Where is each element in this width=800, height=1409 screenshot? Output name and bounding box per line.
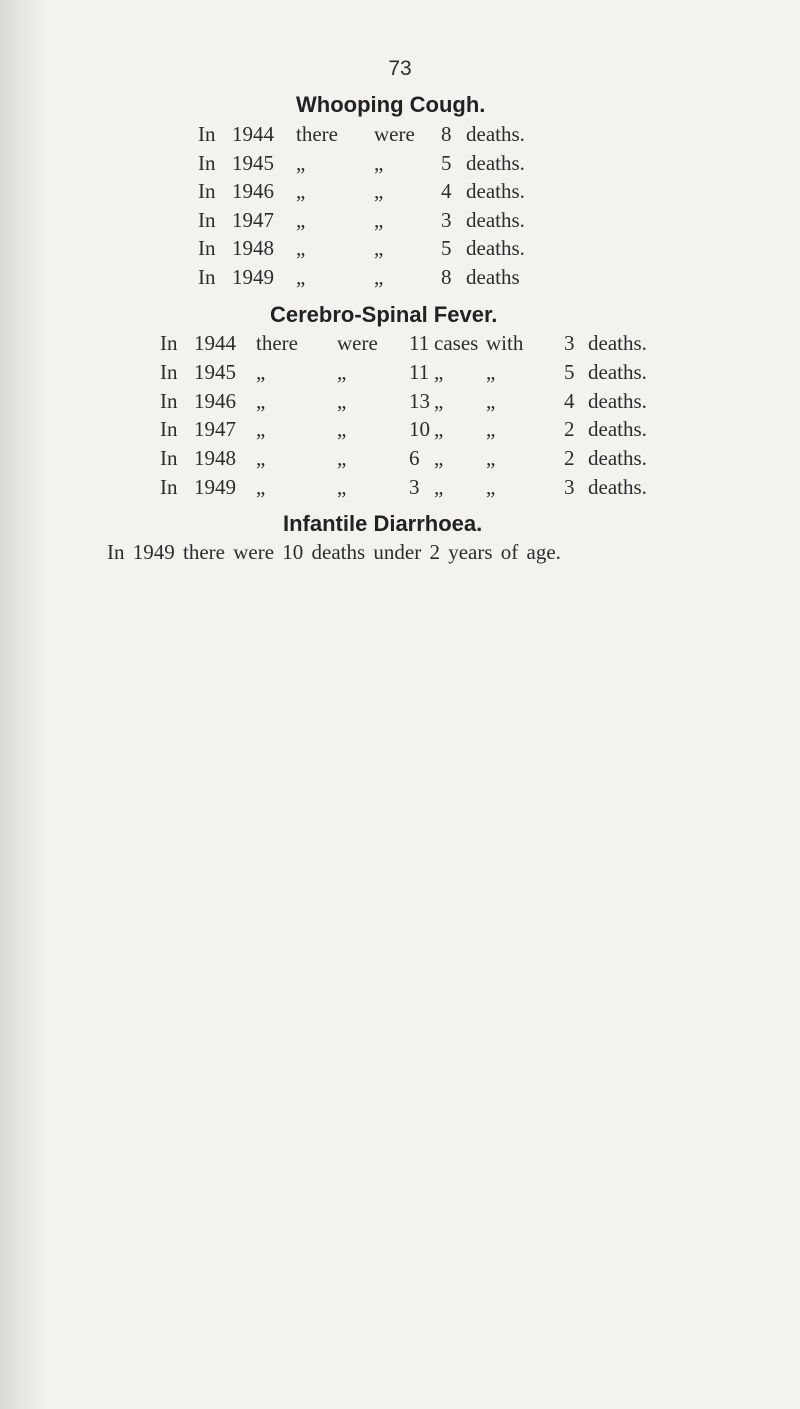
cell-c2: „ <box>337 475 347 499</box>
cell-c4: „ <box>486 475 496 499</box>
cell-c1: there <box>256 331 298 355</box>
table-row <box>0 389 800 419</box>
cell-c3: „ <box>434 359 444 384</box>
cell-cases: 11 <box>409 331 430 355</box>
section-heading-whooping-cough: Whooping Cough. <box>296 92 486 117</box>
cell-in: In <box>160 417 178 442</box>
cell-c1: „ <box>256 446 266 471</box>
cell-in: In <box>160 359 178 384</box>
cell-year: 1949 <box>194 475 236 499</box>
cell-num: 3 <box>564 475 575 499</box>
cell-c4: with <box>486 331 524 355</box>
cell-in: In <box>198 236 216 260</box>
table-row <box>0 475 800 505</box>
cell-in: In <box>160 446 178 471</box>
cell-year: 1945 <box>232 150 274 175</box>
cell-c2: „ <box>374 264 384 289</box>
page-number: 73 <box>388 57 412 80</box>
cell-c2: „ <box>337 359 347 384</box>
cell-c1: „ <box>296 207 306 232</box>
cell-num: 3 <box>441 207 452 232</box>
table-row <box>0 179 800 209</box>
cell-num: 5 <box>441 236 452 260</box>
cell-num: 4 <box>441 179 452 203</box>
cell-c1: „ <box>256 417 266 442</box>
table-row <box>0 331 800 361</box>
cell-c2: „ <box>337 446 347 471</box>
cell-c4: „ <box>486 388 496 413</box>
cell-in: In <box>198 150 216 175</box>
cell-c2: „ <box>374 150 384 175</box>
cell-c3: cases <box>434 331 479 355</box>
section-heading-infantile-diarrhoea: Infantile Diarrhoea. <box>283 511 483 536</box>
cell-cases: 3 <box>409 475 420 499</box>
cell-c2: „ <box>374 207 384 232</box>
table-row <box>0 417 800 447</box>
cell-in: In <box>160 388 178 413</box>
cell-c1: „ <box>296 264 306 289</box>
table-row <box>0 151 800 181</box>
table-row <box>0 236 800 266</box>
cell-in: In <box>198 179 216 203</box>
table-row <box>0 265 800 295</box>
cell-year: 1948 <box>232 236 274 260</box>
cell-c1: „ <box>256 388 266 413</box>
cell-num: 5 <box>564 359 575 384</box>
cell-c2: „ <box>337 417 347 442</box>
cell-num: 2 <box>564 446 575 471</box>
cell-num: 2 <box>564 417 575 442</box>
infantile-diarrhoea-text: In 1949 there were 10 deaths under 2 years of age. <box>107 540 561 564</box>
cell-cases: 13 <box>409 388 430 413</box>
section-heading-cerebro-spinal-fever: Cerebro-Spinal Fever. <box>270 302 498 327</box>
cell-unit: deaths. <box>466 207 525 232</box>
cell-c3: „ <box>434 388 444 413</box>
cell-c1: „ <box>296 179 306 203</box>
cell-in: In <box>160 475 178 499</box>
cell-c1: „ <box>256 475 266 499</box>
table-row <box>0 446 800 476</box>
cell-unit: deaths. <box>588 388 647 413</box>
cell-unit: deaths. <box>466 236 525 260</box>
cell-num: 8 <box>441 264 452 289</box>
cell-c4: „ <box>486 446 496 471</box>
cell-in: In <box>198 122 216 146</box>
cell-cases: 10 <box>409 417 430 442</box>
cell-year: 1946 <box>232 179 274 203</box>
cell-c3: „ <box>434 446 444 471</box>
cell-c2: „ <box>374 179 384 203</box>
cell-unit: deaths. <box>466 122 525 146</box>
cell-unit: deaths. <box>466 179 525 203</box>
cell-unit: deaths. <box>588 446 647 471</box>
cell-c2: were <box>374 122 415 146</box>
cell-c3: „ <box>434 417 444 442</box>
cell-num: 3 <box>564 331 575 355</box>
cell-unit: deaths. <box>588 475 647 499</box>
cell-unit: deaths. <box>588 331 647 355</box>
cell-unit: deaths. <box>466 150 525 175</box>
cell-in: In <box>198 264 216 289</box>
cell-c1: „ <box>296 236 306 260</box>
cell-year: 1945 <box>194 359 236 384</box>
cell-num: 4 <box>564 388 575 413</box>
cell-c3: „ <box>434 475 444 499</box>
table-row <box>0 360 800 390</box>
cell-year: 1947 <box>194 417 236 442</box>
cell-unit: deaths. <box>588 359 647 384</box>
cell-year: 1947 <box>232 207 274 232</box>
cell-c1: „ <box>256 359 266 384</box>
cell-unit: deaths <box>466 264 520 289</box>
cell-c4: „ <box>486 359 496 384</box>
cell-c2: „ <box>337 388 347 413</box>
cell-year: 1948 <box>194 446 236 471</box>
cell-c4: „ <box>486 417 496 442</box>
cell-year: 1946 <box>194 388 236 413</box>
table-row <box>0 208 800 238</box>
cell-cases: 11 <box>409 359 430 384</box>
cell-in: In <box>160 331 178 355</box>
cell-num: 5 <box>441 150 452 175</box>
cell-cases: 6 <box>409 446 420 471</box>
cell-c2: were <box>337 331 378 355</box>
cell-c2: „ <box>374 236 384 260</box>
cell-year: 1944 <box>232 122 274 146</box>
cell-year: 1944 <box>194 331 236 355</box>
cell-c1: there <box>296 122 338 146</box>
table-row <box>0 122 800 152</box>
cell-num: 8 <box>441 122 452 146</box>
cell-unit: deaths. <box>588 417 647 442</box>
cell-year: 1949 <box>232 264 274 289</box>
cell-in: In <box>198 207 216 232</box>
cell-c1: „ <box>296 150 306 175</box>
